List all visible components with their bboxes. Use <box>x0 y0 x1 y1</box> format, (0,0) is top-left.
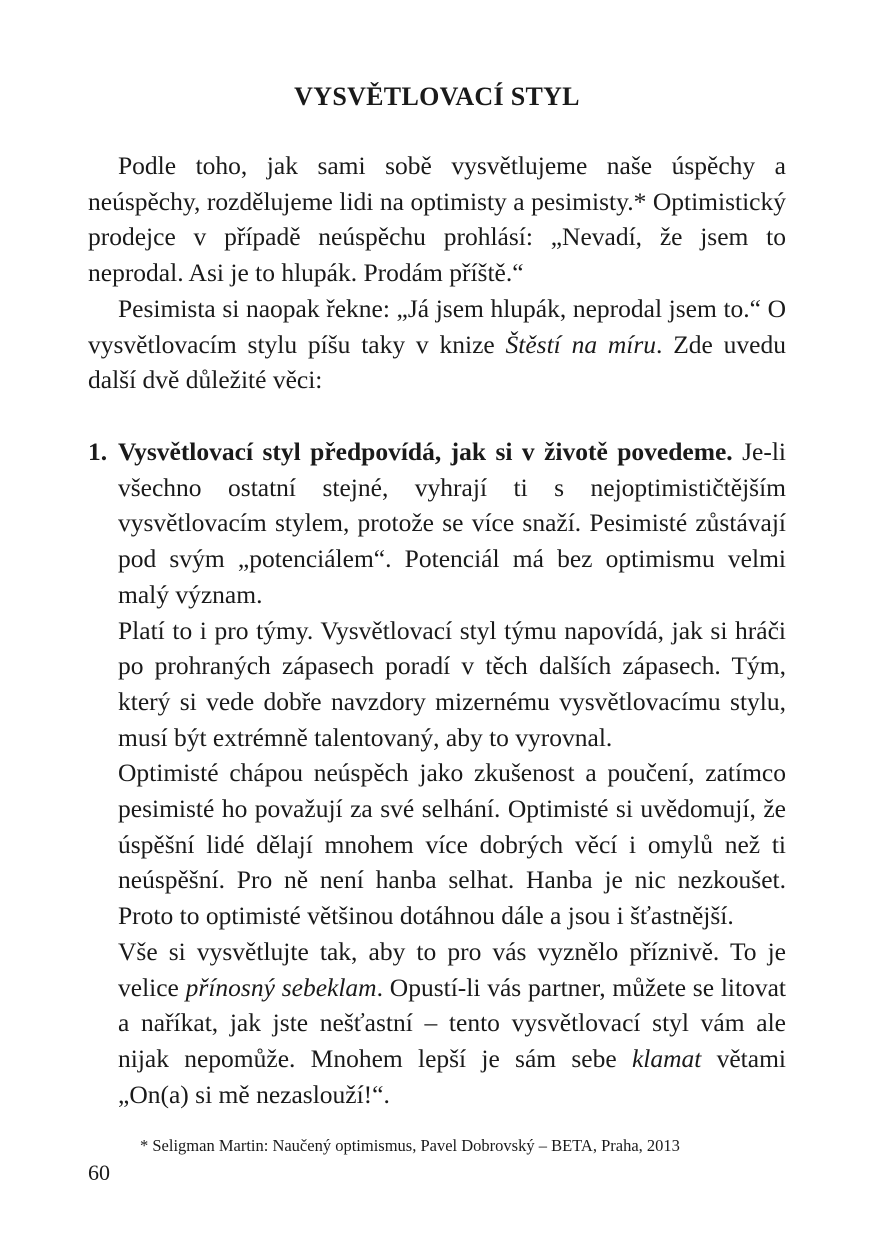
book-title: Štěstí na míru <box>505 329 657 359</box>
chapter-heading: VYSVĚTLOVACÍ STYL <box>294 82 580 111</box>
intro-p2-text-a: Pesimista si naopak řekne: „Já jsem hlupák, neprodal jsem to.“ O vysvětlovacím stylu píšu taky v knize <box>88 293 786 359</box>
list-p1-rest: Je-li všechno ostatní stejné, vyhrají ti s nejoptimističtějším vysvětlovacím stylem, protože se více snaží. Pesimisté zůstávají pod svým „potenciálem“. Potenciál má bez optimismu velmi malý význam. <box>118 437 786 609</box>
intro-paragraph-2 <box>88 291 786 398</box>
list-item-number: 1. <box>88 437 108 466</box>
list-item-lead: Vysvětlovací styl předpovídá, jak si v životě povedeme. <box>118 437 733 466</box>
list-p4-text-a: Vše si vysvětlujte tak, aby to pro vás vyznělo příznivě. To je velice <box>118 936 786 1002</box>
list-item <box>88 434 786 1112</box>
list-paragraph-2: Platí to i pro týmy. Vysvětlovací styl týmu napovídá, jak si hráči po prohraných zápasech poradí v těch dalších zápasech. Tým, který si vede dobře navzdory mizernému vysvětlovacímu stylu, musí být extrémně talentovaný, aby to vyrovnal. <box>118 615 786 752</box>
list-p4-emphasis-2: klamat <box>631 1043 702 1073</box>
list-p4-emphasis-1: přínosný sebeklam <box>185 972 377 1002</box>
page-number: 60 <box>88 1160 110 1185</box>
intro-p2-text-b: . Zde uvedu další dvě důležité věci: <box>88 329 786 395</box>
intro-paragraph-1: Podle toho, jak sami sobě vysvětlujeme naše úspěchy a neúspěchy, rozdělujeme lidi na optimisty a pesimisty.* Optimistický prodejce v případě neúspěchu prohlásí: „Nevadí, že jsem to neprodal. Asi je to hlupák. Prodám příště.“ <box>88 151 786 288</box>
footnote: * Seligman Martin: Naučený optimismus, Pavel Dobrovský – BETA, Praha, 2013 <box>140 1136 680 1155</box>
intro-section <box>88 148 786 398</box>
list-paragraph-1 <box>118 434 786 613</box>
list-paragraph-3: Optimisté chápou neúspěch jako zkušenost a poučení, zatímco pesimisté ho považují za své selhání. Optimisté si uvědomují, že úspěšní lidé dělají mnohem více dobrých věcí i omylů než ti neúspěšní. Pro ně není hanba selhat. Hanba je nic nezkoušet. Proto to optimisté většinou dotáhnou dále a jsou i šťastnější. <box>118 758 786 931</box>
list-p4-text-c: větami „On(a) si mě nezaslouží!“. <box>118 1043 787 1109</box>
numbered-list <box>88 434 786 1112</box>
list-paragraph-4 <box>118 934 786 1113</box>
list-p4-text-b: . Opustí-li vás partner, můžete se litovat a naříkat, jak jste nešťastní – tento vysvětlovací styl vám ale nijak nepomůže. Mnohem lepší je sám sebe <box>118 972 786 1073</box>
